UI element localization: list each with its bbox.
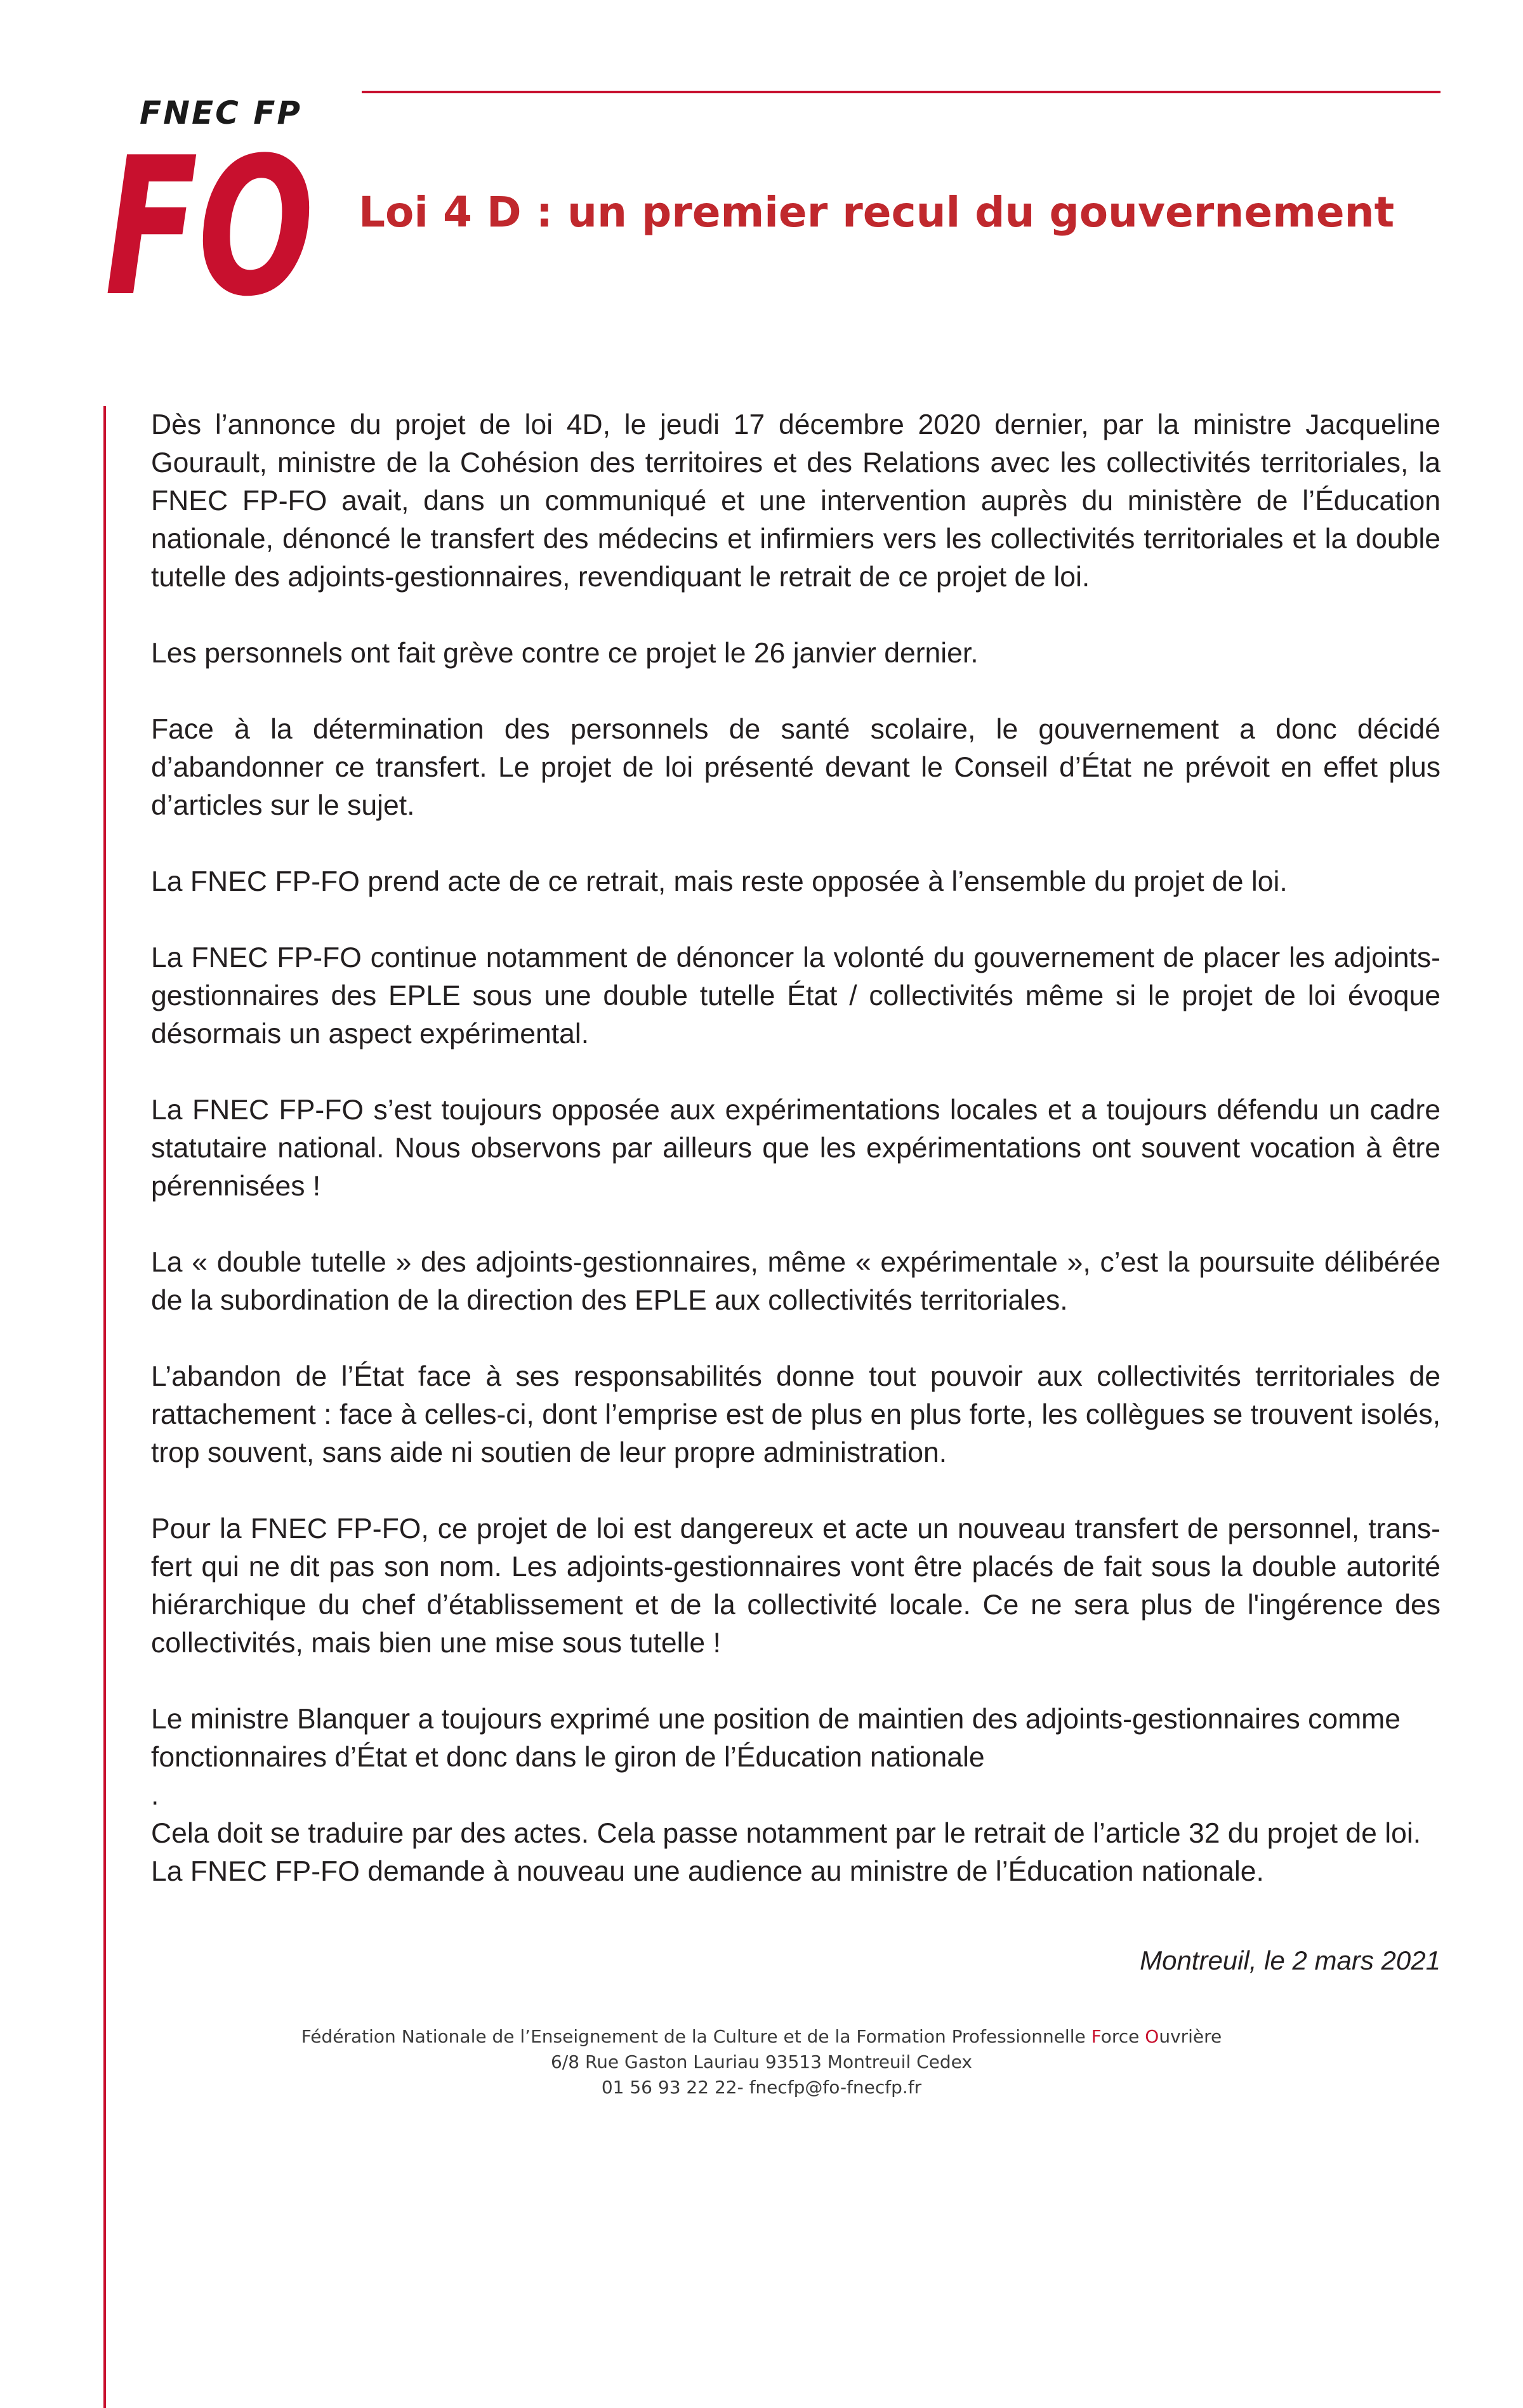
footer-address: 6/8 Rue Gaston Lauriau 93513 Montreuil Cedex: [550, 2051, 972, 2072]
footer-organization: Fédération Nationale de l’Enseignement de la Culture et de la Formation Professionnelle Force Ouvrière: [301, 2026, 1222, 2047]
document-body: [151, 406, 1441, 1891]
paragraph: L’abandon de l’État face à ses responsabilités donne tout pouvoir aux collectivités territoriales de rattachement : face à celles-ci, dont l’emprise est de plus en plus forte, les collègues se trouvent isolés, trop souvent, sans aide ni soutien de leur propre administration.: [151, 1361, 1441, 1468]
paragraph: Cela doit se traduire par des actes. Cela passe notamment par le retrait de l’article 32 du projet de loi.: [151, 1818, 1421, 1849]
signature-date: Montreuil, le 2 mars 2021: [1140, 1945, 1441, 1975]
paragraph: .: [151, 1780, 159, 1811]
paragraph: La « double tutelle » des adjoints-gestionnaires, même « expérimentale », c’est la poursuite délibérée de la subordination de la direction des EPLE aux collectivités territoriales.: [151, 1247, 1441, 1316]
footer-contact: 01 56 93 22 22- fnecfp@fo-fnecfp.fr: [601, 2077, 922, 2098]
logo-top-text: FNEC FP: [140, 95, 303, 131]
margin-rule: [103, 406, 106, 2408]
logo-main-text: FO: [105, 117, 314, 298]
paragraph: La FNEC FP-FO s’est toujours opposée aux expérimentations locales et a toujours défendu un cadre statutaire national. Nous observons par ailleurs que les expérimentations ont souvent vocation à être pérennisées !: [151, 1095, 1441, 1202]
paragraph: Les personnels ont fait grève contre ce projet le 26 janvier dernier.: [151, 638, 979, 669]
fnec-fp-fo-logo: [105, 95, 320, 298]
header-rule: [362, 91, 1441, 93]
paragraph: La FNEC FP-FO demande à nouveau une audience au ministre de l’Éducation nationale.: [151, 1856, 1264, 1887]
paragraph: La FNEC FP-FO prend acte de ce retrait, mais reste opposée à l’ensemble du projet de loi.: [151, 866, 1288, 897]
paragraph: Pour la FNEC FP-FO, ce projet de loi est dangereux et acte un nouveau transfert de personnel, trans-fert qui ne dit pas son nom. Les adjoints-gestionnaires vont être placés de fait sous la double autorité hiérarchique du chef d’établissement et de la collectivité locale. Ce ne sera plus de l'ingérence des collectivités, mais bien une mise sous tutelle !: [151, 1513, 1441, 1659]
page-title: Loi 4 D : un premier recul du gouvernement: [359, 188, 1395, 237]
paragraph: La FNEC FP-FO continue notamment de dénoncer la volonté du gouvernement de placer les adjoints-gestionnaires des EPLE sous une double tutelle État / collectivités même si le projet de loi évoque désormais un aspect expérimental.: [151, 942, 1441, 1049]
paragraph: Face à la détermination des personnels de santé scolaire, le gouvernement a donc décidé d’abandonner ce transfert. Le projet de loi présenté devant le Conseil d’État ne prévoit en effet plus d’articles sur le sujet.: [151, 714, 1441, 821]
paragraph: Le ministre Blanquer a toujours exprimé une position de maintien des adjoints-gestionnaires comme fonctionnaires d’État et donc dans le giron de l’Éducation nationale: [151, 1704, 1401, 1773]
paragraph: Dès l’annonce du projet de loi 4D, le jeudi 17 décembre 2020 dernier, par la ministre Jacqueline Gourault, ministre de la Cohésion des territoires et des Relations avec les collectivités territoriales, la FNEC FP-FO avait, dans un communiqué et une intervention auprès du ministère de l’Éducation nationale, dénoncé le transfert des médecins et infirmiers vers les collectivités territoriales et la double tutelle des adjoints-gestionnaires, revendiquant le retrait de ce projet de loi.: [151, 409, 1441, 593]
footer: [0, 2024, 1523, 2100]
